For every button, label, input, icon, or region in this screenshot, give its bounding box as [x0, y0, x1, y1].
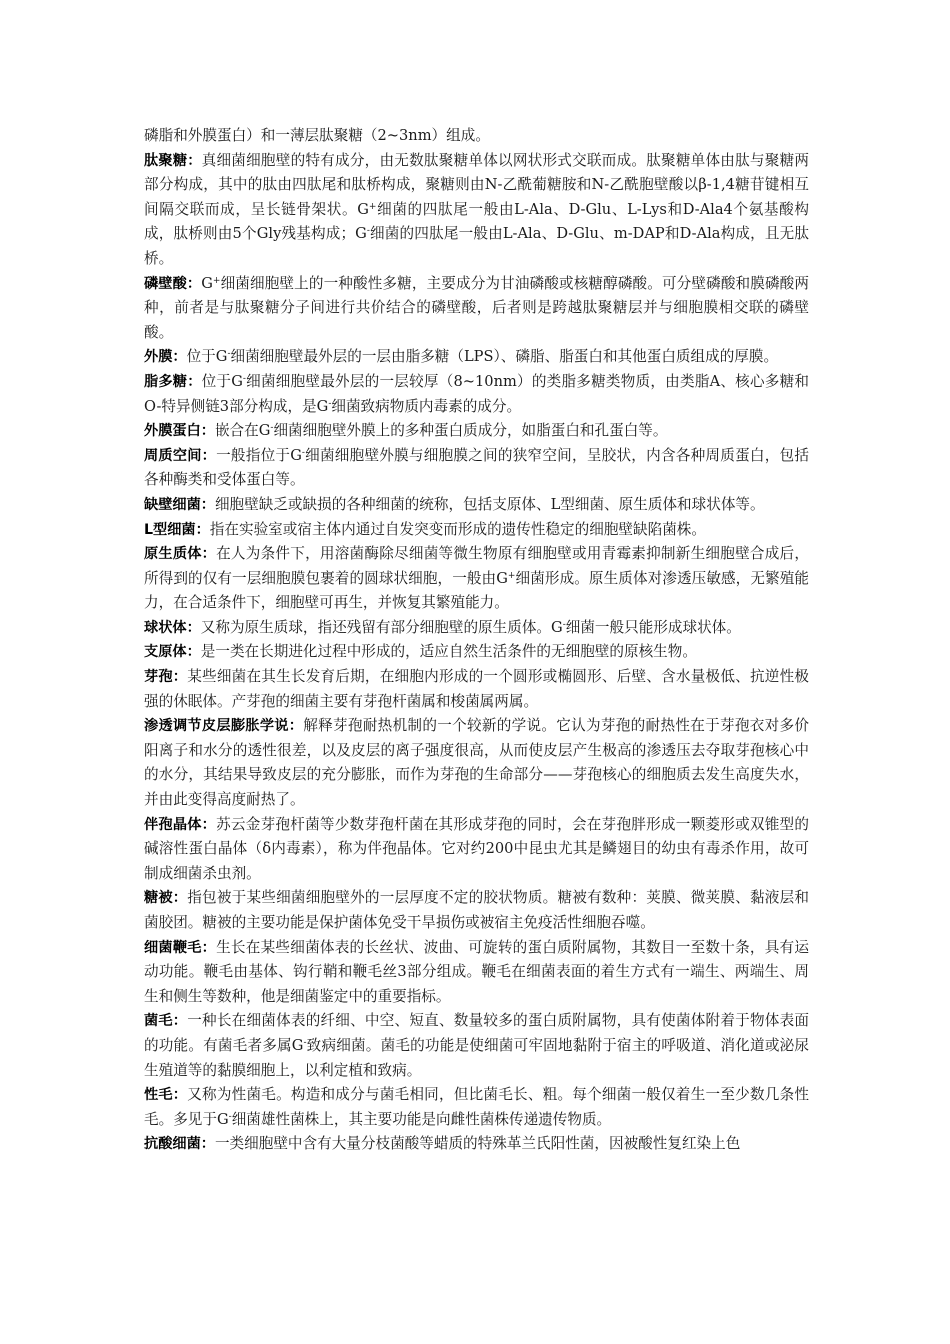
glossary-entry: [144, 886, 809, 935]
glossary-entry: [144, 1009, 809, 1083]
glossary-term: 磷壁酸：: [144, 275, 202, 292]
intro-text: 磷脂和外膜蛋白）和一薄层肽聚糖（2~3nm）组成。: [144, 127, 490, 144]
glossary-term: 渗透调节皮层膨胀学说：: [144, 718, 304, 735]
glossary-term: 周质空间：: [144, 447, 217, 464]
glossary-term: 缺壁细菌：: [144, 496, 215, 513]
glossary-definition-text: G: [201, 274, 213, 292]
glossary-definition-text: 细菌细胞壁外膜与细胞膜之间的狭窄空间，呈胶状，内含各种周质蛋白，包括各种酶类和受体蛋白等。: [144, 446, 809, 489]
glossary-term: 支原体：: [144, 644, 201, 661]
gram-stain-superscript: +: [507, 570, 516, 581]
glossary-entry: [144, 1083, 809, 1132]
glossary-definition-text: 一般指位于G: [216, 446, 302, 464]
glossary-definition-text: 真细菌细胞壁的特有成分，由无数肽聚糖单体以网状形式交联而成。肽聚糖单体由肽与聚糖两部分构成，其中的肽由四肽尾和肽桥构成，聚糖则由N-乙酰葡糖胺和N-乙酰胞壁酸以β-1,4糖苷键相互间隔交联而成，呈长链骨架状。G: [144, 151, 809, 218]
glossary-entry: [144, 936, 809, 1010]
glossary-definition-text: 细菌细胞壁上的一种酸性多糖，主要成分为甘油磷酸或核糖醇磷酸。可分壁磷酸和膜磷酸两种，前者是与肽聚糖分子间进行共价结合的磷壁酸，后者则是跨越肽聚糖层并与细胞膜相交联的磷壁酸。: [144, 274, 809, 341]
glossary-term: 外膜蛋白：: [144, 423, 215, 440]
glossary-term: L型细菌：: [144, 521, 210, 538]
glossary-definition-text: 又称为性菌毛。构造和成分与菌毛相同，但比菌毛长、粗。每个细菌一般仅着生一至少数几条性毛。多见于G: [144, 1086, 809, 1128]
gram-stain-superscript: -: [301, 447, 305, 458]
gram-stain-superscript: -: [228, 1111, 232, 1122]
glossary-definition-text: 某些细菌在其生长发育后期，在细胞内形成的一个圆形或椭圆形、后壁、含水量极低、抗逆性极强的休眠体。产芽孢的细菌主要有芽孢杆菌属和梭菌属两属。: [144, 668, 809, 710]
glossary-term: 肽聚糖：: [144, 152, 202, 169]
glossary-definition-text: 嵌合在G: [214, 422, 271, 440]
gram-stain-superscript: +: [212, 275, 221, 286]
glossary-definition-text: 在人为条件下，用溶菌酶除尽细菌等微生物原有细胞壁或用青霉素抑制新生细胞壁合成后，所得到的仅有一层细胞膜包裹着的圆球状细胞，一般由G: [144, 545, 809, 587]
glossary-term: 原生质体：: [144, 546, 217, 563]
glossary-term: 性毛：: [144, 1087, 188, 1104]
glossary-term: 细菌鞭毛：: [144, 939, 217, 956]
glossary-definition-text: 苏云金芽孢杆菌等少数芽孢杆菌在其形成芽孢的同时，会在芽孢胖形成一颗菱形或双锥型的碱溶性蛋白晶体（δ内毒素），称为伴孢晶体。它对约200中昆虫尤其是鳞翅目的幼虫有毒杀作用，故可制成细菌杀虫剂。: [144, 815, 809, 882]
gram-stain-superscript: -: [270, 423, 274, 434]
intro-paragraph: [144, 124, 809, 149]
gram-stain-superscript: -: [366, 226, 370, 237]
glossary-definition-text: 又称为原生质球，指还残留有部分细胞壁的原生质体。G: [200, 618, 563, 636]
glossary-definition-text: 一种长在细菌体表的纤细、中空、短直、数量较多的蛋白质附属物，具有使菌体附着于物体表面的功能。有菌毛者多属G: [144, 1012, 809, 1054]
glossary-definition-text: 指包被于某些细菌细胞壁外的一层厚度不定的胶状物质。糖被有数种：荚膜、微荚膜、黏液层和菌胶团。糖被的主要功能是保护菌体免受干旱损伤或被宿主免疫活性细胞吞噬。: [144, 889, 809, 931]
glossary-entry: [144, 542, 809, 616]
glossary-definition-text: 细菌细胞壁外膜上的多种蛋白质成分，如脂蛋白和孔蛋白等。: [273, 422, 668, 440]
glossary-term: 芽孢：: [144, 669, 188, 686]
gram-stain-superscript: -: [328, 398, 332, 409]
glossary-entry: [144, 419, 809, 444]
glossary-term: 外膜：: [144, 349, 187, 366]
glossary-definition-text: 致病细菌。菌毛的功能是使细菌可牢固地黏附于宿主的呼吸道、消化道或泌尿生殖道等的黏膜细胞上，以利定植和致病。: [144, 1036, 809, 1079]
glossary-entry: [144, 518, 809, 543]
glossary-definition-text: 解释芽孢耐热机制的一个较新的学说。它认为芽孢的耐热性在于芽孢衣对多价阳离子和水分的透性很差，以及皮层的离子强度很高，从而使皮层产生极高的渗透压去夺取芽孢核心中的水分，其结果导致皮层的充分膨胀，而作为芽孢的生命部分——芽孢核心的细胞质去发生高度失水，并由此变得高度耐热了。: [144, 717, 809, 809]
glossary-definition-text: 指在实验室或宿主体内通过自发突变而形成的遗传性稳定的细胞壁缺陷菌株。: [209, 520, 706, 538]
glossary-definition-text: 细菌细胞壁最外层的一层由脂多糖（LPS）、磷脂、脂蛋白和其他蛋白质组成的厚膜。: [230, 348, 779, 366]
glossary-entry: [144, 493, 809, 518]
glossary-definition-text: 细菌致病物质内毒素的成分。: [331, 397, 522, 415]
glossary-definition-text: 细菌的四肽尾一般由L-Ala、D-Glu、L-Lys和D-Ala4个氨基酸构成，肽桥则由5个Gly残基构成；G: [144, 200, 809, 243]
glossary-definition-text: 细菌的四肽尾一般由L-Ala、D-Glu、m-DAP和D-Ala构成，且无肽桥。: [144, 225, 810, 267]
glossary-entry: [144, 345, 809, 370]
gram-stain-superscript: -: [303, 1037, 307, 1048]
glossary-entry: [144, 665, 809, 714]
glossary-definition-text: 细菌细胞壁最外层的一层较厚（8~10nm）的类脂多糖类物质，由类脂A、核心多糖和O-特异侧链3部分构成，是G: [144, 372, 809, 415]
glossary-term: 菌毛：: [144, 1013, 188, 1030]
glossary-definition-text: 一类细胞壁中含有大量分枝菌酸等蜡质的特殊革兰氏阳性菌，因被酸性复红染上色: [214, 1135, 741, 1153]
gram-stain-superscript: +: [368, 201, 377, 212]
glossary-definition-text: 细胞壁缺乏或缺损的各种细菌的统称，包括支原体、L型细菌、原生质体和球状体等。: [214, 495, 765, 513]
glossary-term: 球状体：: [144, 619, 201, 636]
glossary-entry: [144, 370, 809, 419]
glossary-entry: [144, 640, 809, 665]
glossary-term: 糖被：: [144, 890, 188, 907]
glossary-entry: [144, 714, 809, 812]
gram-stain-superscript: -: [562, 619, 566, 630]
glossary-entry: [144, 272, 809, 346]
glossary-entry: [144, 149, 809, 272]
glossary-definition-text: 位于G: [186, 348, 228, 366]
glossary-term: 抗酸细菌：: [144, 1136, 215, 1153]
glossary-entry: [144, 616, 809, 641]
glossary-definition-text: 细菌一般只能形成球状体。: [565, 618, 741, 636]
glossary-definition-text: 生长在某些细菌体表的长丝状、波曲、可旋转的蛋白质附属物，其数目一至数十条，具有运动功能。鞭毛由基体、钩行鞘和鞭毛丝3部分组成。鞭毛在细菌表面的着生方式有一端生、两端生、周生和侧生等数种，他是细菌鉴定中的重要指标。: [144, 938, 809, 1005]
gram-stain-superscript: -: [242, 373, 246, 384]
glossary-definition-text: 是一类在长期进化过程中形成的，适应自然生活条件的无细胞壁的原核生物。: [200, 643, 697, 661]
glossary-definition-text: 细菌形成。原生质体对渗透压敏感，无繁殖能力，在合适条件下，细胞壁可再生，并恢复其繁殖能力。: [144, 569, 809, 612]
glossary-entry: [144, 1132, 809, 1157]
glossary-entry: [144, 444, 809, 493]
glossary-term: 脂多糖：: [144, 373, 202, 390]
gram-stain-superscript: -: [227, 349, 231, 360]
document-body: [144, 124, 809, 1157]
glossary-term: 伴孢晶体：: [144, 816, 217, 833]
glossary-definition-text: 细菌雄性菌株上，其主要功能是向雌性菌株传递遗传物质。: [231, 1110, 612, 1128]
glossary-entry: [144, 813, 809, 887]
glossary-definition-text: 位于G: [201, 372, 243, 390]
